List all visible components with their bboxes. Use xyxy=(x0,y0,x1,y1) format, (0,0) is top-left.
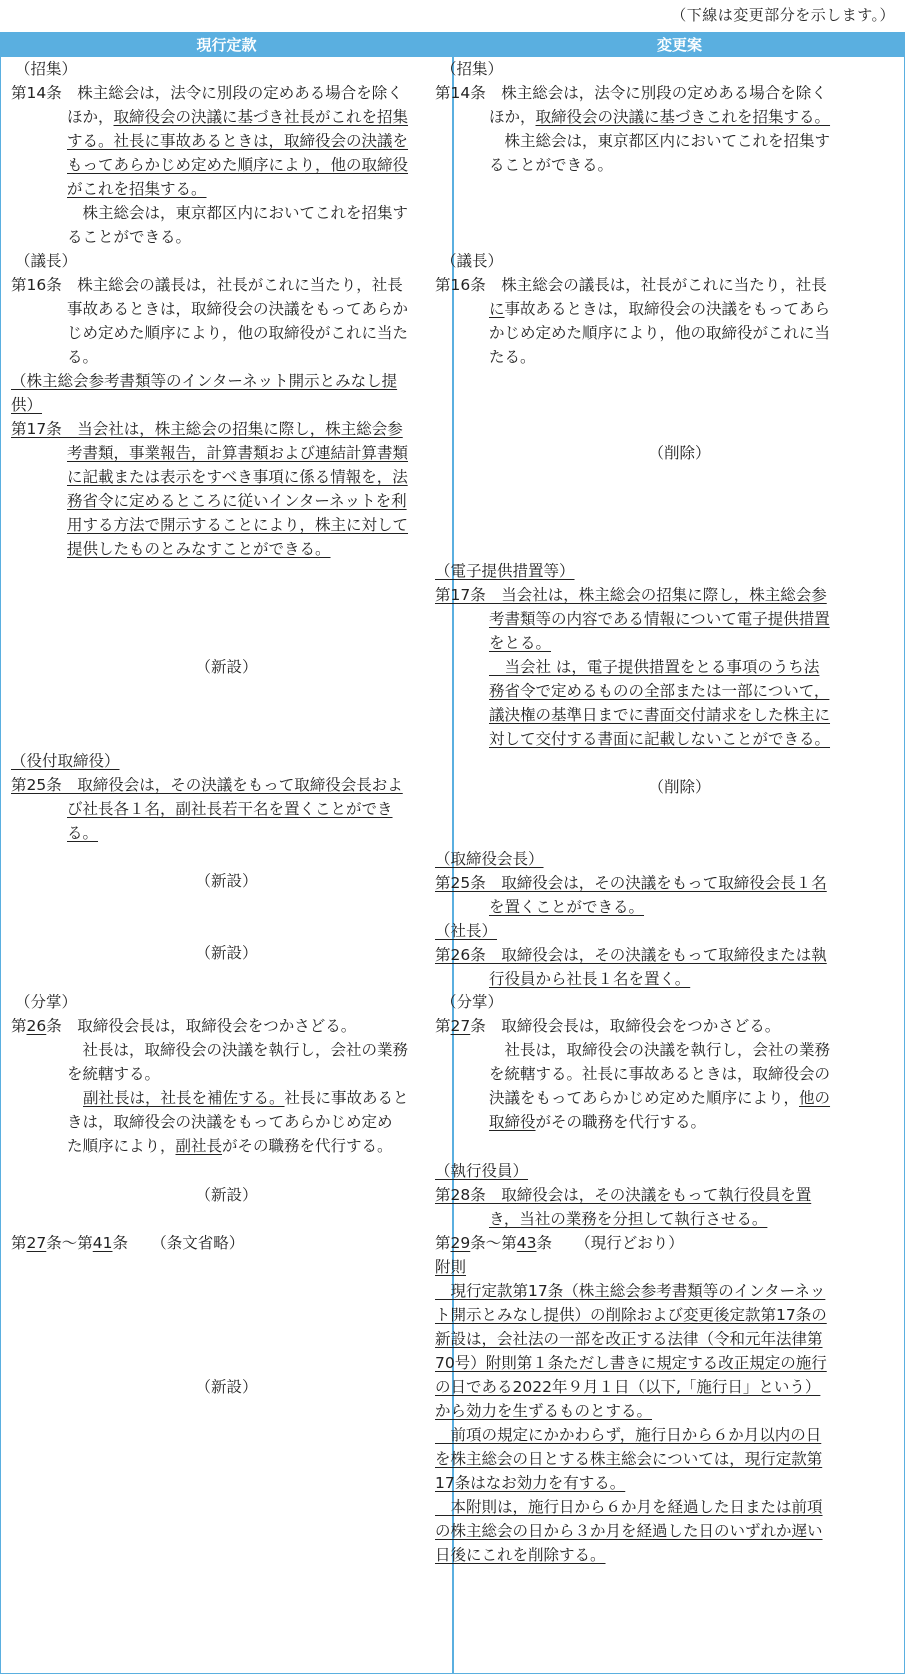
left-article-16-line: 第16条 株主総会の議長は，社長がこれに当たり，社長 xyxy=(11,276,403,294)
right-article-27-line: 社長は，取締役会の決議を執行し，会社の業務 xyxy=(489,1041,831,1059)
left-article-26-line: きは，取締役会の決議をもってあらかじめ定め xyxy=(67,1113,393,1131)
right-article-17-line: 当会社 は，電子提供措置をとる事項のうち法 xyxy=(489,658,820,676)
comparison-table xyxy=(0,32,905,1674)
left-article-14-line: 第14条 株主総会は，法令に別段の定めある場合を除く xyxy=(11,84,403,102)
right-article-14-line: ほか，取締役会の決議に基づきこれを招集する。 xyxy=(489,108,831,126)
left-article-17-line: に記載または表示をすべき事項に係る情報を，法 xyxy=(67,468,408,486)
right-article-16-line: かじめ定めた順序により，他の取締役がこれに当 xyxy=(489,324,831,342)
left-new-placeholder: （新設） xyxy=(195,658,258,676)
right-supplementary-line: 70号）附則第１条ただし書きに規定する改正規定の施行 xyxy=(435,1354,827,1372)
right-article-17-line: 対して交付する書面に記載しないことができる。 xyxy=(489,730,831,748)
left-article-25-line: び社長各１名，副社長若干名を置くことができ xyxy=(67,800,393,818)
right-heading-shacho: （社長） xyxy=(435,922,498,940)
left-heading-17: 供） xyxy=(11,396,43,414)
right-supplementary-line: の日である2022年９月１日（以下,「施行日」という） xyxy=(435,1378,821,1396)
left-article-25-line: る。 xyxy=(67,824,99,842)
right-article-27-line: 決議をもってあらかじめ定めた順序により，他の xyxy=(489,1089,831,1107)
right-heading-shikko: （執行役員） xyxy=(435,1162,529,1180)
right-supplementary-line: 本附則は，施行日から６か月を経過した日または前項 xyxy=(435,1498,823,1516)
left-article-25-line: 第25条 取締役会は，その決議をもって取締役会長およ xyxy=(11,776,403,794)
left-heading-shoshu: （招集） xyxy=(15,60,78,78)
right-article-27-line: 第27条 取締役会長は，取締役会をつかさどる。 xyxy=(435,1017,781,1035)
left-article-17-line: 用する方法で開示することにより，株主に対して xyxy=(67,516,409,534)
right-heading-kaicho: （取締役会長） xyxy=(435,850,544,868)
right-article-17-line: 務省令で定めるものの全部または一部について， xyxy=(489,682,830,700)
left-article-16-line: る。 xyxy=(67,348,99,366)
left-article-26-line: 第26条 取締役会長は，取締役会をつかさどる。 xyxy=(11,1017,357,1035)
left-articles-27-41: 第27条～第41条 （条文省略） xyxy=(11,1234,245,1252)
left-article-17-line: 考書類，事業報告，計算書類および連結計算書類 xyxy=(67,444,409,462)
left-heading-yakutsuki: （役付取締役） xyxy=(11,752,120,770)
right-article-14-line: 株主総会は，東京都区内においてこれを招集す xyxy=(489,132,831,150)
left-heading-gicho: （議長） xyxy=(15,252,78,270)
right-article-28-line: き，当社の業務を分担して執行させる。 xyxy=(489,1210,768,1228)
right-article-16-line: に事故あるときは，取締役会の決議をもってあら xyxy=(489,300,831,318)
left-heading-bunsho: （分掌） xyxy=(15,993,78,1011)
right-supplementary-line: から効力を生ずるものとする。 xyxy=(435,1402,653,1420)
right-supplementary-line: を株主総会の日とする株主総会については，現行定款第 xyxy=(435,1450,823,1468)
right-heading-shoshu: （招集） xyxy=(441,60,504,78)
right-supplementary-line: 新設は，会社法の一部を改正する法律（令和元年法律第 xyxy=(435,1330,823,1348)
right-supplementary-line: 前項の規定にかかわらず，施行日から６か月以内の日 xyxy=(435,1426,822,1444)
left-article-17-line: 提供したものとみなすことができる。 xyxy=(67,540,331,558)
right-article-26-line: 第26条 取締役会は，その決議をもって取締役または執 xyxy=(435,946,827,964)
left-article-14-line: 株主総会は，東京都区内においてこれを招集す xyxy=(67,204,409,222)
right-heading-gicho: （議長） xyxy=(441,252,504,270)
header-proposed: 変更案 xyxy=(454,33,905,57)
right-article-27-line: を統轄する。社長に事故あるときは，取締役会の xyxy=(489,1065,831,1083)
right-heading-denshi: （電子提供措置等） xyxy=(435,562,575,580)
left-article-17-line: 第17条 当会社は，株主総会の招集に際し，株主総会参 xyxy=(11,420,403,438)
left-article-26-line: た順序により，副社長がその職務を代行する。 xyxy=(67,1137,393,1155)
right-supplementary-line: ト開示とみなし提供）の削除および変更後定款第17条の xyxy=(435,1306,827,1324)
left-article-26-line: を統轄する。 xyxy=(67,1065,161,1083)
right-heading-bunsho: （分掌） xyxy=(441,993,504,1011)
right-article-25-line: 第25条 取締役会は，その決議をもって取締役会長１名 xyxy=(435,874,827,892)
right-article-17-line: 考書類等の内容である情報について電子提供措置 xyxy=(489,610,830,628)
right-deleted-placeholder: （削除） xyxy=(648,444,711,462)
right-article-16-line: たる。 xyxy=(489,348,536,366)
left-article-16-line: じめ定めた順序により，他の取締役がこれに当た xyxy=(67,324,409,342)
right-supplementary-line: の株主総会の日から３か月を経過した日のいずれか遅い xyxy=(435,1522,823,1540)
right-articles-29-43: 第29条～第43条 （現行どおり） xyxy=(435,1234,684,1252)
left-heading-17: （株主総会参考書類等のインターネット開示とみなし提 xyxy=(11,372,398,390)
right-article-16-line: 第16条 株主総会の議長は，社長がこれに当たり，社長 xyxy=(435,276,827,294)
left-article-26-line: 社長は，取締役会の決議を執行し，会社の業務 xyxy=(67,1041,409,1059)
left-article-16-line: 事故あるときは，取締役会の決議をもってあらか xyxy=(67,300,409,318)
left-article-17-line: 務省令に定めるところに従いインターネットを利 xyxy=(67,492,407,510)
header-current: 現行定款 xyxy=(1,33,452,57)
left-new-placeholder: （新設） xyxy=(195,944,258,962)
left-new-placeholder: （新設） xyxy=(195,872,258,890)
right-supplementary-heading: 附則 xyxy=(435,1258,467,1276)
right-article-26-line: 行役員から社長１名を置く。 xyxy=(489,970,691,988)
underline-note: （下線は変更部分を示します。） xyxy=(671,6,895,24)
right-article-27-line: 取締役がその職務を代行する。 xyxy=(489,1113,707,1131)
left-new-placeholder: （新設） xyxy=(195,1378,258,1396)
left-article-26-line: 副社長は，社長を補佐する。社長に事故あると xyxy=(83,1089,409,1107)
right-article-17-line: 議決権の基準日までに書面交付請求をした株主に xyxy=(489,706,831,724)
left-article-14-line: ることができる。 xyxy=(67,228,192,246)
right-article-25-line: を置くことができる。 xyxy=(489,898,645,916)
left-article-14-line: する。社長に事故あるときは，取締役会の決議を xyxy=(67,132,409,150)
right-article-14-line: ることができる。 xyxy=(489,156,614,174)
right-deleted-placeholder: （削除） xyxy=(648,778,711,796)
right-supplementary-line: 17条はなお効力を有する。 xyxy=(435,1474,626,1492)
left-article-14-line: もってあらかじめ定めた順序により，他の取締役 xyxy=(67,156,409,174)
right-article-28-line: 第28条 取締役会は，その決議をもって執行役員を置 xyxy=(435,1186,812,1204)
left-article-14-line: ほか，取締役会の決議に基づき社長がこれを招集 xyxy=(67,108,409,126)
right-article-14-line: 第14条 株主総会は，法令に別段の定めある場合を除く xyxy=(435,84,827,102)
right-supplementary-line: 日後にこれを削除する。 xyxy=(435,1546,606,1564)
left-article-14-line: がこれを招集する。 xyxy=(67,180,207,198)
right-article-17-line: をとる。 xyxy=(489,634,552,652)
right-article-17-line: 第17条 当会社は，株主総会の招集に際し，株主総会参 xyxy=(435,586,827,604)
left-new-placeholder: （新設） xyxy=(195,1186,258,1204)
right-supplementary-line: 現行定款第17条（株主総会参考書類等のインターネッ xyxy=(435,1282,826,1300)
